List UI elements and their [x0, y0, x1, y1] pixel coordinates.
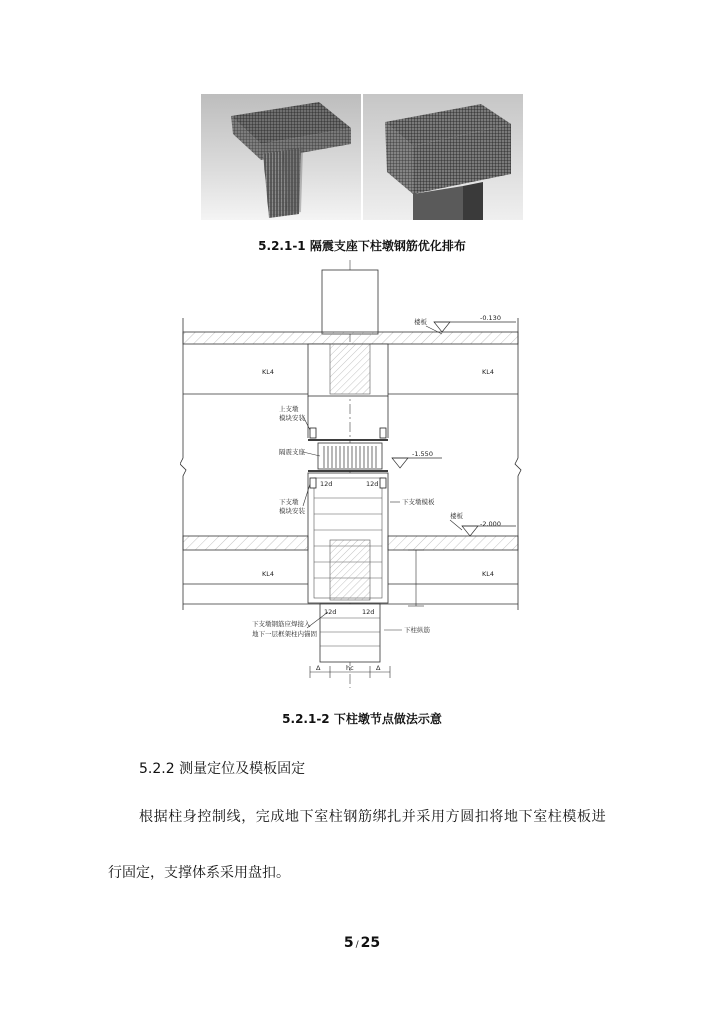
rebar-render-photo-left: [201, 94, 361, 220]
page-total: 25: [360, 935, 381, 951]
label-beam-left-top: KL4: [262, 368, 275, 376]
label-anchor-left-top: 12d: [320, 480, 333, 488]
label-beam-right-bottom: KL4: [482, 570, 495, 578]
label-slab-top: 楼板: [414, 318, 427, 326]
label-upper-pier-1: 上支墩: [279, 405, 299, 413]
label-lower-pier-1: 下支墩: [279, 498, 299, 506]
page-number: [0, 935, 724, 951]
label-lower-column: 下柱纵筋: [404, 626, 430, 634]
figure-1-caption: 5.2.1-1 隔震支座下柱墩钢筋优化排布: [258, 239, 466, 253]
rebar-render-photo-right: [363, 94, 523, 220]
label-dim-left: Δ: [316, 664, 321, 672]
label-anchor-right-bottom: 12d: [362, 608, 375, 616]
upper-column: [322, 270, 378, 334]
label-isolator: 隔震支座: [279, 448, 305, 456]
body-paragraph-line-1: 根据柱身控制线，完成地下室柱钢筋绑扎并采用方圆扣将地下室柱模板进: [139, 809, 607, 825]
label-beam-left-bottom: KL4: [262, 570, 275, 578]
rebar-render-left-image: [201, 94, 361, 220]
label-anchor-right-top: 12d: [366, 480, 379, 488]
figure-2-caption: 5.2.1-2 下柱墩节点做法示意: [282, 712, 442, 726]
lower-pier-node-drawing: [180, 258, 540, 690]
label-elev-bottom: -2.000: [480, 520, 501, 528]
page-current: 5: [343, 935, 354, 951]
label-lower-pier-2: 模块安装: [279, 507, 305, 515]
body-paragraph-line-2: 行固定，支撑体系采用盘扣。: [108, 865, 290, 881]
label-lower-formwork: 下支墩模板: [402, 498, 435, 506]
label-slab-bottom: 楼板: [450, 512, 463, 520]
isolator-bearing: [318, 443, 382, 469]
label-dim-right: Δ: [376, 664, 381, 672]
label-upper-pier-2: 模块安装: [279, 414, 305, 422]
section-heading: 5.2.2 测量定位及模板固定: [139, 761, 306, 777]
label-beam-right-top: KL4: [482, 368, 495, 376]
slab-bottom: [183, 536, 308, 550]
slab-top: [183, 332, 518, 344]
label-dim-center: hc: [346, 664, 354, 672]
page-separator: /: [355, 940, 359, 950]
label-note-2: 地下一层框架柱内锚固: [252, 630, 317, 638]
label-elev-mid: -1.550: [412, 450, 433, 458]
label-anchor-left-bottom: 12d: [324, 608, 337, 616]
label-elev-top: -0.130: [480, 314, 501, 322]
label-note-1: 下支墩钢筋应焊接入: [252, 620, 311, 628]
rebar-render-right-image: [363, 94, 523, 220]
